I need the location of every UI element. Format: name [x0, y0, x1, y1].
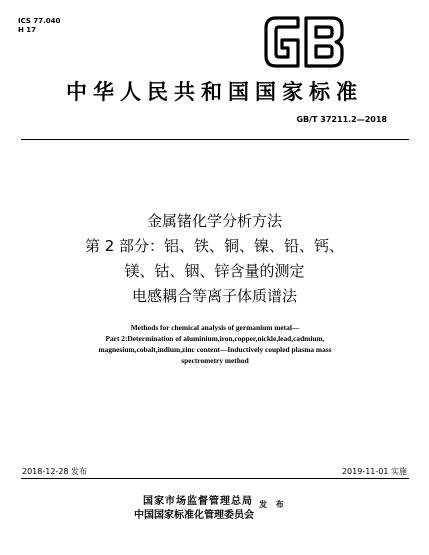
implementation-date: 2019-11-01 实施 — [341, 467, 407, 476]
title-en-line3: magnesium,cobalt,indium,zinc content—Inductively coupled plasma mass — [98, 345, 332, 354]
footer-divider — [21, 478, 409, 479]
title-zh-line3: 镁、钴、铟、锌含量的测定 — [124, 262, 305, 280]
title-en-line1: Methods for chemical analysis of germanium metal— — [130, 323, 300, 332]
classification-codes — [18, 17, 60, 35]
title-zh-line2: 第 2 部分：铝、铁、铜、镍、铅、钙、 — [84, 237, 345, 255]
title-en-line2: Part 2:Determination of aluminium,iron,copper,nickle,lead,cadmium, — [105, 334, 325, 343]
title-en — [30, 322, 400, 366]
standard-name: 中华人民共和国国家标准 — [66, 79, 363, 104]
publish-action: 发 布 — [259, 500, 287, 509]
publisher-line1: 国家市场监督管理总局 — [143, 496, 253, 507]
standard-number: GB/T 37211.2—2018 — [296, 115, 387, 124]
gb-logo — [264, 16, 346, 68]
title-zh-line4: 电感耦合等离子体质谱法 — [131, 287, 297, 305]
issue-date: 2018-12-28 发布 — [22, 467, 88, 476]
publisher-line2: 中国国家标准化管理委员会 — [134, 510, 254, 521]
ccs-code: H 17 — [18, 26, 37, 34]
title-en-line4: spectrometry method — [181, 356, 249, 365]
header-divider — [21, 139, 409, 140]
ics-code: ICS 77.040 — [18, 17, 61, 25]
title-zh-line1: 金属锗化学分析方法 — [146, 212, 282, 230]
